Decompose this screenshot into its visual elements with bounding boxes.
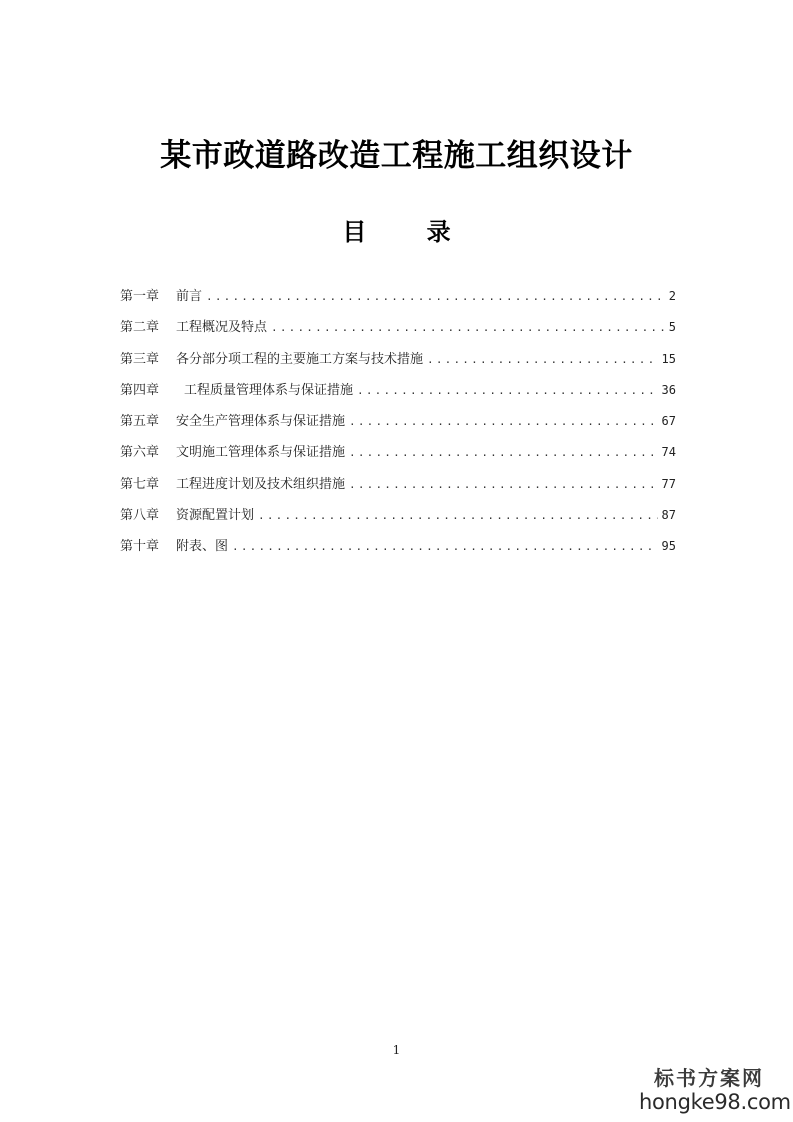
toc-page-number: 95 (661, 539, 676, 554)
toc-entry-title: 安全生产管理体系与保证措施 (176, 414, 346, 430)
toc-chapter-label: 第三章 (120, 351, 160, 367)
toc-entry[interactable] (120, 410, 676, 441)
toc-leader-dots (427, 349, 658, 371)
toc-entry[interactable] (120, 473, 676, 504)
toc-entry-title: 各分部分项工程的主要施工方案与技术措施 (176, 351, 424, 367)
page-number: 1 (392, 1043, 401, 1057)
toc-page-number: 67 (661, 414, 676, 429)
toc-page-number: 74 (661, 445, 676, 460)
toc-entry[interactable] (120, 535, 676, 566)
toc-entry[interactable] (120, 504, 676, 535)
toc-chapter-label: 第五章 (120, 414, 160, 430)
toc-entry-title: 资源配置计划 (176, 508, 255, 524)
toc-page-number: 36 (661, 382, 676, 397)
toc-leader-dots (206, 286, 665, 308)
toc-entry[interactable] (120, 379, 676, 410)
toc-chapter-label: 第四章 (120, 382, 160, 398)
watermark-site-name: 标书方案网 (654, 1066, 764, 1090)
toc-entry-title: 工程概况及特点 (176, 320, 268, 336)
toc-chapter-label: 第八章 (120, 508, 160, 524)
toc-page-number: 77 (661, 476, 676, 491)
toc-entry-title: 前言 (176, 289, 203, 304)
toc-leader-dots (271, 317, 665, 339)
toc-chapter-label: 第一章 (120, 289, 160, 304)
toc-entry[interactable] (120, 316, 676, 347)
toc-leader-dots (349, 442, 658, 464)
toc-leader-dots (357, 380, 658, 402)
toc-leader-dots (349, 474, 658, 496)
toc-page-number: 15 (661, 351, 676, 366)
toc-page-number: 2 (668, 289, 676, 303)
toc-page-number: 5 (668, 320, 676, 335)
toc-entry[interactable] (120, 348, 676, 379)
toc-chapter-label: 第七章 (120, 476, 160, 492)
toc-entry-title: 文明施工管理体系与保证措施 (176, 445, 346, 461)
toc-entry-title: 附表、图 (176, 539, 229, 555)
toc-leader-dots (258, 505, 658, 527)
toc-leader-dots (349, 411, 658, 433)
watermark (639, 1066, 791, 1114)
toc-chapter-label: 第十章 (120, 539, 160, 555)
toc-page-number: 87 (661, 508, 676, 523)
toc-entry-title: 工程质量管理体系与保证措施 (184, 382, 354, 398)
toc-entry[interactable] (120, 285, 676, 316)
table-of-contents (120, 285, 676, 567)
toc-heading: 目 录 (342, 217, 477, 246)
toc-entry[interactable] (120, 441, 676, 472)
toc-chapter-label: 第六章 (120, 445, 160, 461)
toc-chapter-label: 第二章 (120, 320, 160, 336)
document-title: 某市政道路改造工程施工组织设计 (160, 138, 633, 174)
toc-leader-dots (232, 536, 658, 558)
toc-entry-title: 工程进度计划及技术组织措施 (176, 476, 346, 492)
watermark-domain: hongke98.com (639, 1090, 791, 1114)
